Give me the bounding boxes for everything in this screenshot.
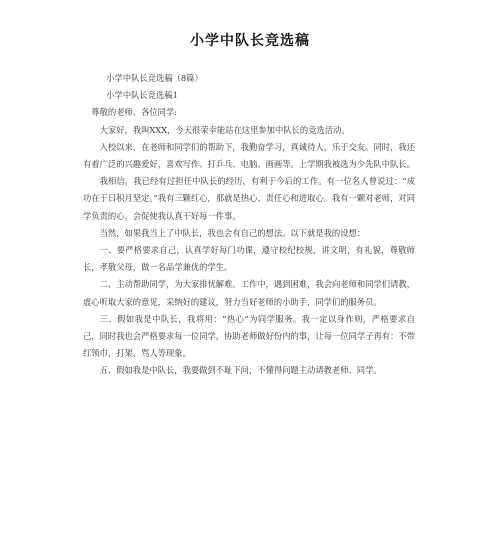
paragraph: 我相信，我已经有过担任中队长的经历，有利于今后的工作。有一位名人曾说过：“成功在于日积月坚定。”我有三颗红心，那就是热心、责任心和进取心。我有一颗对老师，对同学负责的心，会促使我认真干好每一件事。 (83, 176, 415, 221)
document-body (83, 70, 415, 380)
paragraph: 五、假如我是中队长，我要做到不耻下问，不懂得问题主动请教老师、同学。 (99, 365, 382, 376)
paragraph: 一、要严格要求自己，认真学好每门功课，遵守校纪校规，讲文明，有礼貌，尊敬师长，孝敬父母，做一名品学兼优的学生。 (83, 245, 415, 273)
document-title: 小学中队长竞选稿 (190, 33, 310, 49)
greeting: 尊敬的老师、各位同学: (91, 107, 178, 118)
section-heading: 小学中队长竞选稿1 (106, 90, 178, 101)
paragraph: 大家好，我叫XXX，今天很荣幸能站在这里参加中队长的竞选活动。 (99, 124, 350, 135)
paragraph: 当然，如果我当上了中队长，我也会有自己的想法。以下就是我的设想： (99, 227, 366, 238)
paragraph: 入校以来，在老师和同学们的帮助下，我勤奋学习，真诚待人，乐于交友。同时，我还有着广泛的兴趣爱好，喜欢写作、打乒乓、电脑、画画等。上学期我被选为少先队中队长。 (83, 141, 415, 170)
paragraph: 三、假如我是中队长，我将用：“热心”为同学服务。我一定以身作则，严格要求自己，同时我也会严格要求每一位同学，协助老师做好份内的事，让每一位同学子再有：不带红领巾，打架，骂人等现象。 (83, 313, 415, 359)
paragraph: 二、主动帮助同学，为大家排忧解难。工作中，遇到困难，我会向老师和同学们请教，虚心听取大家的意见，采纳好的建议，努力当好老师的小助手，同学们的服务员。 (83, 279, 415, 307)
document-subtitle: 小学中队长竞选稿（8篇） (106, 73, 203, 83)
